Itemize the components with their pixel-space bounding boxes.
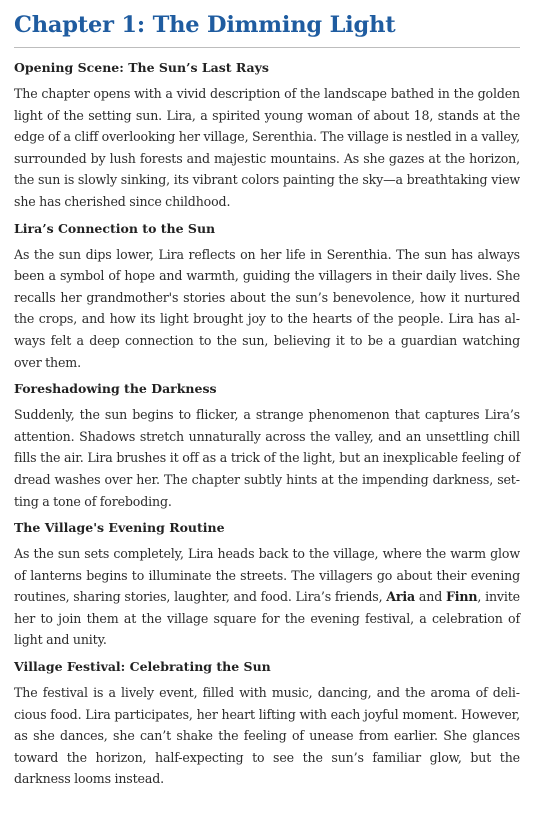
section-paragraph <box>14 543 520 651</box>
section-heading: Opening Scene: The Sun’s Last Rays <box>14 60 269 75</box>
section-heading: Lira’s Connection to the Sun <box>14 220 216 236</box>
paragraph-text: As the sun sets completely, Lira heads back to the village, where the warm glow of lanterns begins to illuminate the streets. The villagers go about their evening routines, sharing stories, laughter, and food. Lira’s friends, <box>14 546 520 605</box>
section-liras-connection <box>14 219 520 374</box>
section-village-festival <box>14 657 520 790</box>
paragraph-text: , invite her to join them at the village square for the evening festival, a celebration of light and unity. <box>14 589 520 648</box>
character-name-finn: Finn <box>445 589 478 605</box>
title-divider <box>14 47 520 48</box>
section-paragraph: The chapter opens with a vivid description of the landscape bathed in the golden light of the setting sun. Lira, a spirited young woman of about 18, stands at the edge of a cliff overlooking her village, Serenthia. The village is nestled in a valley, surrounded by lush forests and majestic mountains. As she gazes at the horizon, the sun is slowly sinking, its vibrant colors painting the sky—a breathtaking view she has cherished since childhood. <box>14 86 520 209</box>
section-paragraph: The festival is a lively event, filled with music, dancing, and the aroma of delicious food. Lira participates, her heart lifting with each joyful moment. However, as she dances, she can’t shake the feeling of unease from earlier. She glances toward the horizon, half-expecting to see the sun’s familiar glow, but the darkness looms instead. <box>14 685 520 787</box>
section-heading: Village Festival: Celebrating the Sun <box>14 659 271 675</box>
section-heading: The Village's Evening Routine <box>14 520 225 536</box>
paragraph-text: and <box>415 589 446 605</box>
character-name-aria: Aria <box>386 589 416 605</box>
chapter-title: Chapter 1: The Dimming Light <box>14 12 396 38</box>
section-foreshadowing <box>14 379 520 512</box>
section-evening-routine <box>14 518 520 651</box>
section-paragraph: As the sun dips lower, Lira reflects on her life in Serenthia. The sun has always been a symbol of hope and warmth, guiding the villagers in their daily lives. She recalls her grandmother's stories about the sun’s benevolence, how it nurtured the crops, and how its light brought joy to the hearts of the people. Lira has always felt a deep connection to the sun, believing it to be a guardian watching over them. <box>14 246 520 370</box>
section-paragraph: Suddenly, the sun begins to flicker, a strange phenomenon that captures Lira’s attention. Shadows stretch unnaturally across the valley, and an unsettling chill fills the air. Lira brushes it off as a trick of the light, but an inexplicable feeling of dread washes over her. The chapter subtly hints at the impending darkness, setting a tone of foreboding. <box>14 407 520 509</box>
section-heading: Foreshadowing the Darkness <box>14 381 217 397</box>
section-opening-scene <box>14 58 520 213</box>
